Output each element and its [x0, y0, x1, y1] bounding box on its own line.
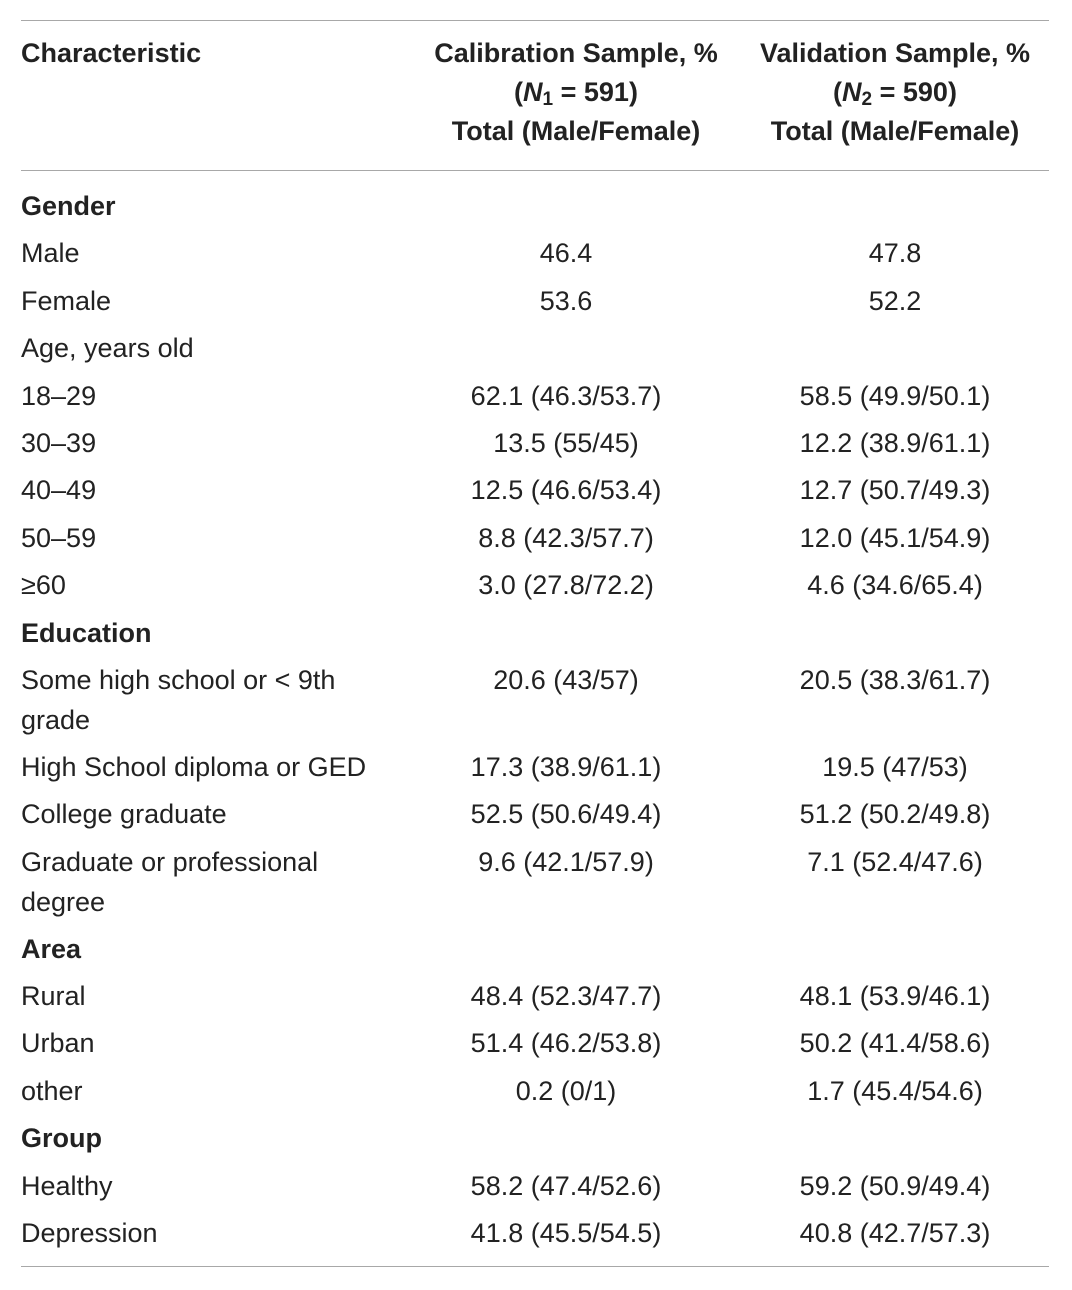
bottom-rule — [21, 1266, 1049, 1267]
validation-cell: 48.1 (53.9/46.1) — [799, 981, 991, 1012]
calibration-cell — [391, 1114, 741, 1161]
calibration-cell: 48.4 (52.3/47.7) — [470, 981, 662, 1012]
table-row — [21, 838, 1049, 925]
table-body — [21, 182, 1049, 1256]
table-row — [21, 372, 1049, 419]
validation-cell — [741, 1114, 1049, 1161]
calibration-cell: 41.8 (45.5/54.5) — [470, 1218, 662, 1249]
row-label: Group — [21, 1123, 102, 1154]
table-row — [21, 1067, 1049, 1114]
calibration-cell: 12.5 (46.6/53.4) — [470, 475, 662, 506]
validation-cell — [741, 925, 1049, 972]
calibration-cell: 46.4 — [539, 238, 593, 269]
table-row — [21, 466, 1049, 513]
table-row — [21, 656, 1049, 743]
calibration-cell: 51.4 (46.2/53.8) — [470, 1028, 662, 1059]
calibration-cell: 62.1 (46.3/53.7) — [470, 380, 662, 411]
validation-cell: 59.2 (50.9/49.4) — [799, 1170, 991, 1201]
calibration-n: $(N_1 = 591)$ — [514, 77, 638, 110]
validation-cell: 58.5 (49.9/50.1) — [799, 380, 991, 411]
calibration-cell — [391, 324, 741, 371]
calibration-cell — [391, 609, 741, 656]
table-row — [21, 324, 1049, 371]
calibration-cell: 9.6 (42.1/57.9) — [478, 846, 654, 877]
calibration-title: Calibration Sample, % — [434, 38, 718, 68]
table-row — [21, 514, 1049, 561]
header-calibration — [411, 34, 741, 151]
row-label: College graduate — [21, 799, 227, 830]
validation-cell: 1.7 (45.4/54.6) — [807, 1075, 983, 1106]
row-label: Healthy — [21, 1170, 113, 1201]
validation-cell: 47.8 — [868, 238, 922, 269]
calibration-cell: 3.0 (27.8/72.2) — [478, 570, 654, 601]
header-validation — [741, 34, 1049, 151]
row-label: Area — [21, 933, 82, 964]
row-label: Some high school or < 9th grade — [21, 664, 336, 735]
table-row — [21, 1019, 1049, 1066]
validation-cell: 40.8 (42.7/57.3) — [799, 1218, 991, 1249]
row-label: Education — [21, 617, 152, 648]
validation-cell: 7.1 (52.4/47.6) — [807, 846, 983, 877]
validation-cell — [741, 609, 1049, 656]
table-row — [21, 1162, 1049, 1209]
row-label: 30–39 — [21, 427, 97, 458]
validation-title: Validation Sample, % — [759, 38, 1031, 68]
table-header — [21, 34, 1049, 164]
header-characteristic: Characteristic — [21, 38, 202, 68]
top-rule — [21, 20, 1049, 21]
calibration-cell — [391, 925, 741, 972]
calibration-cell: 17.3 (38.9/61.1) — [470, 751, 662, 782]
row-label: ≥60 — [21, 570, 66, 601]
table-row — [21, 419, 1049, 466]
row-label: Male — [21, 238, 80, 269]
calibration-cell: 8.8 (42.3/57.7) — [478, 522, 654, 553]
calibration-subtitle: Total (Male/Female) — [451, 116, 701, 146]
header-rule — [21, 170, 1049, 171]
calibration-cell: 13.5 (55/45) — [493, 427, 639, 458]
validation-cell: 19.5 (47/53) — [822, 751, 968, 782]
table-row — [21, 790, 1049, 837]
row-label: 40–49 — [21, 475, 97, 506]
validation-cell — [741, 324, 1049, 371]
table-row — [21, 229, 1049, 276]
row-label: 18–29 — [21, 380, 97, 411]
calibration-cell: 0.2 (0/1) — [515, 1075, 617, 1106]
section-row — [21, 925, 1049, 972]
table-row — [21, 1209, 1049, 1256]
table-row — [21, 561, 1049, 608]
calibration-cell: 52.5 (50.6/49.4) — [470, 799, 662, 830]
calibration-cell: 58.2 (47.4/52.6) — [470, 1170, 662, 1201]
validation-cell: 51.2 (50.2/49.8) — [799, 799, 991, 830]
validation-cell: 12.2 (38.9/61.1) — [799, 427, 991, 458]
validation-n: $(N_2 = 590)$ — [833, 77, 957, 110]
validation-cell: 52.2 — [868, 285, 922, 316]
row-label: 50–59 — [21, 522, 97, 553]
validation-cell: 50.2 (41.4/58.6) — [799, 1028, 991, 1059]
validation-subtitle: Total (Male/Female) — [770, 116, 1020, 146]
table-row — [21, 277, 1049, 324]
calibration-cell: 20.6 (43/57) — [493, 664, 639, 695]
section-row — [21, 182, 1049, 229]
row-label: Urban — [21, 1028, 95, 1059]
section-row — [21, 1114, 1049, 1161]
validation-cell: 20.5 (38.3/61.7) — [799, 664, 991, 695]
table-row — [21, 972, 1049, 1019]
row-label: High School diploma or GED — [21, 751, 367, 782]
section-row — [21, 609, 1049, 656]
row-label: Depression — [21, 1218, 158, 1249]
row-label: Female — [21, 285, 112, 316]
row-label: other — [21, 1075, 83, 1106]
row-label: Age, years old — [21, 333, 194, 364]
calibration-cell: 53.6 — [539, 285, 593, 316]
row-label: Gender — [21, 191, 116, 221]
validation-cell: 12.7 (50.7/49.3) — [799, 475, 991, 506]
validation-cell: 12.0 (45.1/54.9) — [799, 522, 991, 553]
calibration-cell — [391, 182, 741, 229]
validation-cell: 4.6 (34.6/65.4) — [807, 570, 983, 601]
table-row — [21, 743, 1049, 790]
validation-cell — [741, 182, 1049, 229]
row-label: Rural — [21, 981, 86, 1012]
row-label: Graduate or professional degree — [21, 846, 319, 917]
